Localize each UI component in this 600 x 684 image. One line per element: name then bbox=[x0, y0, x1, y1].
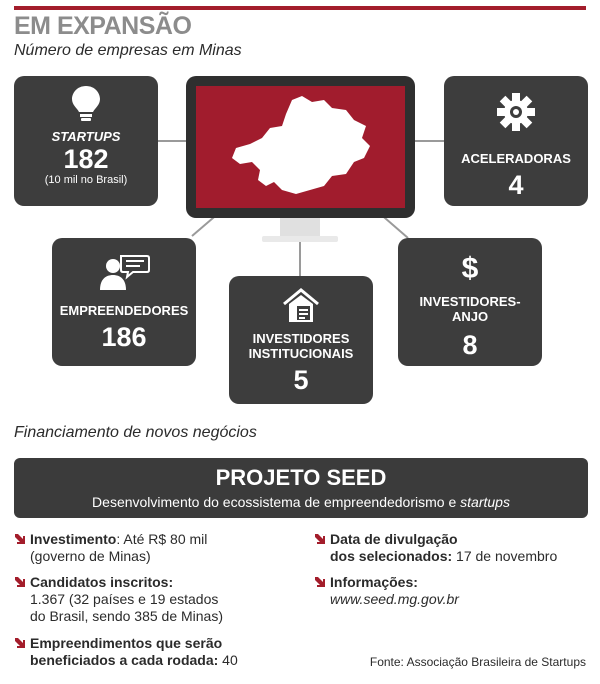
monitor-neck bbox=[280, 218, 320, 236]
informacoes-link[interactable]: www.seed.mg.gov.br bbox=[330, 591, 459, 607]
aceleradoras-value: 4 bbox=[508, 170, 524, 200]
empreendedores-label: EMPREENDEDORES bbox=[59, 303, 189, 318]
startups-label: STARTUPS bbox=[51, 129, 121, 144]
detail-divulgacao bbox=[330, 531, 557, 565]
startups-value: 182 bbox=[63, 144, 109, 174]
divulgacao-text: 17 de novembro bbox=[452, 548, 558, 564]
gear-icon bbox=[496, 92, 536, 132]
investimento-text: : Até R$ 80 mil bbox=[116, 531, 208, 547]
financing-heading: Financiamento de novos negócios bbox=[14, 424, 257, 441]
card-empreendedores bbox=[52, 238, 196, 366]
arrow-down-right-icon bbox=[314, 576, 326, 588]
monitor-base bbox=[262, 236, 338, 242]
monitor-screen bbox=[196, 86, 405, 208]
investimento-text-2: (governo de Minas) bbox=[30, 548, 151, 564]
anjo-value: 8 bbox=[462, 330, 478, 360]
source-note: Fonte: Associação Brasileira de Startups bbox=[369, 655, 586, 669]
startups-note: (10 mil no Brasil) bbox=[44, 174, 128, 186]
empreendimentos-label-1: Empreendimentos que serão bbox=[30, 635, 223, 651]
divulgacao-label-1: Data de divulgação bbox=[330, 531, 458, 547]
page-title: EM EXPANSÃO bbox=[14, 12, 192, 40]
institucionais-label-line1: INVESTIDORES bbox=[252, 331, 350, 346]
candidatos-label: Candidatos inscritos: bbox=[30, 574, 174, 590]
card-aceleradoras bbox=[444, 76, 588, 206]
banner-title: PROJETO SEED bbox=[215, 465, 387, 490]
empreendimentos-text: 40 bbox=[218, 652, 238, 668]
arrow-down-right-icon bbox=[14, 533, 26, 545]
anjo-label-line1: INVESTIDORES- bbox=[419, 294, 521, 309]
person-speech-icon bbox=[97, 252, 151, 292]
lightbulb-icon bbox=[69, 84, 103, 124]
arrow-down-right-icon bbox=[14, 576, 26, 588]
arrow-down-right-icon bbox=[314, 533, 326, 545]
anjo-label-line2: ANJO bbox=[451, 309, 489, 324]
detail-informacoes bbox=[330, 574, 459, 608]
minas-gerais-map-icon bbox=[196, 86, 405, 208]
detail-candidatos bbox=[30, 574, 223, 625]
aceleradoras-label: ACELERADORAS bbox=[461, 151, 571, 166]
detail-empreendimentos bbox=[30, 635, 238, 669]
banner-subtitle-italic: startups bbox=[460, 494, 510, 510]
page-subtitle: Número de empresas em Minas bbox=[14, 42, 242, 59]
empreendedores-value: 186 bbox=[101, 322, 147, 352]
banner-subtitle-text: Desenvolvimento do ecossistema de empreendedorismo e bbox=[92, 494, 461, 510]
institucionais-value: 5 bbox=[293, 365, 309, 395]
card-startups bbox=[14, 76, 158, 206]
banner-subtitle bbox=[14, 493, 588, 511]
detail-investimento bbox=[30, 531, 207, 565]
dollar-icon: $ bbox=[461, 252, 479, 285]
institucionais-label-line2: INSTITUCIONAIS bbox=[248, 346, 354, 361]
project-banner bbox=[14, 458, 588, 518]
card-investidores-anjo bbox=[398, 238, 542, 366]
informacoes-label: Informações: bbox=[330, 574, 418, 590]
candidatos-text-1: 1.367 (32 países e 19 estados bbox=[30, 591, 219, 607]
card-investidores-institucionais bbox=[229, 276, 373, 404]
arrow-down-right-icon bbox=[14, 637, 26, 649]
house-document-icon bbox=[281, 286, 321, 324]
empreendimentos-label-2: beneficiados a cada rodada: bbox=[30, 652, 219, 668]
candidatos-text-2: do Brasil, sendo 385 de Minas) bbox=[30, 608, 223, 624]
divulgacao-label-2: dos selecionados: bbox=[330, 548, 453, 564]
investimento-label: Investimento bbox=[30, 531, 117, 547]
